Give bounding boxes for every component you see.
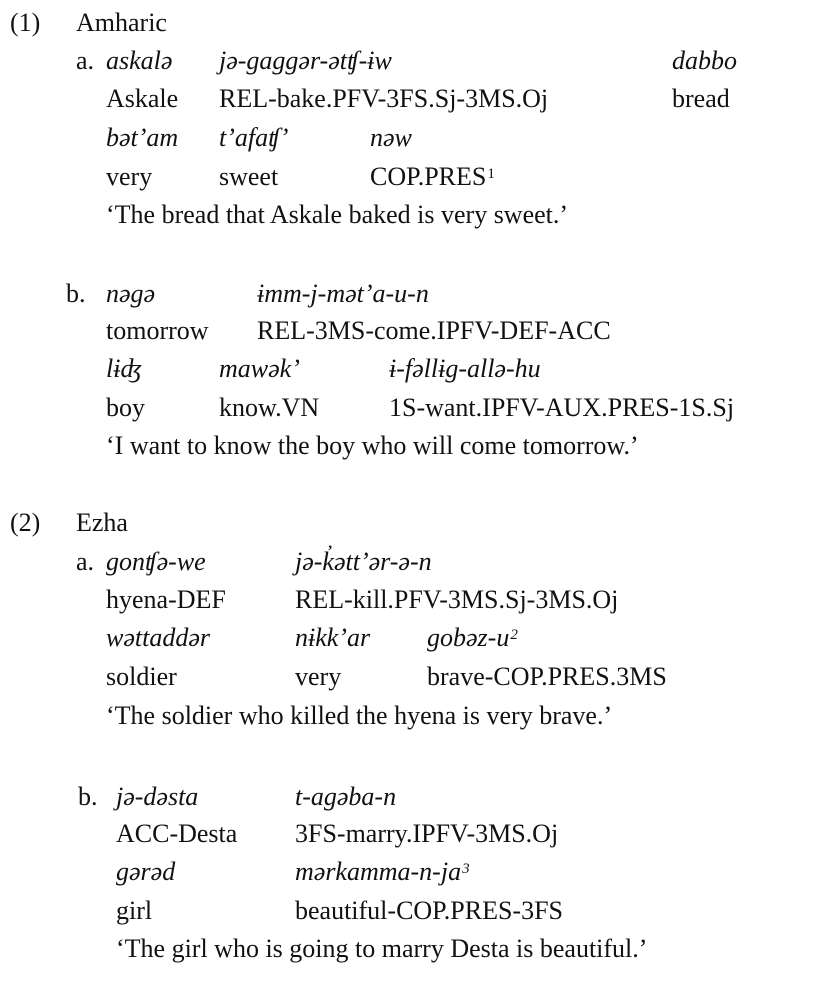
object-word: lɨʤ [106, 354, 142, 383]
gloss: beautiful-COP.PRES-3FS [295, 896, 563, 925]
gloss: hyena-DEF [106, 585, 226, 614]
gloss: know.VN [219, 393, 320, 422]
object-word: nɨkk’ar [295, 623, 371, 652]
object-word: ɨmm-j-mət’a-u-n [257, 279, 429, 308]
gloss: COP.PRES [370, 162, 487, 191]
object-word: ɨ-fəllɨg-allə-hu [389, 354, 541, 383]
gloss: boy [106, 393, 145, 422]
sub-example-letter: a. [76, 547, 95, 576]
free-translation: ‘The soldier who killed the hyena is very brave.’ [106, 701, 613, 730]
object-word-with-footnote [295, 857, 470, 887]
example-number: (1) [10, 8, 41, 37]
sub-example-letter: a. [76, 46, 95, 75]
gloss: 3FS-marry.IPFV-3MS.Oj [295, 819, 559, 848]
object-word-with-footnote [427, 623, 518, 653]
gloss: bread [672, 84, 730, 113]
object-word: t-agəba-n [295, 782, 397, 811]
gloss: REL-3MS-come.IPFV-DEF-ACC [257, 316, 611, 345]
gloss: ACC-Desta [116, 819, 238, 848]
object-word: t’afaʧ’ [219, 123, 289, 152]
object-word: askalə [106, 46, 173, 75]
free-translation: ‘I want to know the boy who will come tomorrow.’ [106, 431, 639, 460]
gloss: very [106, 162, 153, 191]
object-word: nəgə [106, 279, 156, 308]
sub-example-letter: b. [78, 782, 98, 811]
object-word: jə-gaggər-ətʧ-ɨw [219, 46, 392, 75]
gloss: Askale [106, 84, 179, 113]
gloss: tomorrow [106, 316, 209, 345]
gloss: 1S-want.IPFV-AUX.PRES-1S.Sj [389, 393, 735, 422]
gloss: sweet [219, 162, 279, 191]
object-word: bət’am [106, 123, 179, 152]
footnote-marker: 1 [487, 166, 495, 182]
gloss: REL-bake.PFV-3FS.Sj-3MS.Oj [219, 84, 549, 113]
object-word: jə-dəsta [116, 782, 199, 811]
footnote-marker: 3 [462, 861, 470, 877]
footnote-marker: 2 [510, 627, 518, 643]
gloss: soldier [106, 662, 177, 691]
gloss: REL-kill.PFV-3MS.Sj-3MS.Oj [295, 585, 619, 614]
language-name: Amharic [76, 8, 167, 37]
object-word: jə-k̓ətt’ər-ə-n [295, 547, 432, 576]
object-word: mərkamma-n-ja [295, 857, 462, 886]
object-word: gərəd [116, 857, 176, 886]
gloss-with-footnote [370, 162, 495, 192]
object-word: mawək’ [219, 354, 300, 383]
sub-example-letter: b. [66, 279, 86, 308]
object-word: gobəz-u [427, 623, 510, 652]
free-translation: ‘The girl who is going to marry Desta is beautiful.’ [116, 934, 648, 963]
gloss: brave-COP.PRES.3MS [427, 662, 667, 691]
example-number: (2) [10, 508, 41, 537]
language-name: Ezha [76, 508, 128, 537]
object-word: wəttaddər [106, 623, 210, 652]
free-translation: ‘The bread that Askale baked is very sweet.’ [106, 200, 569, 229]
gloss: girl [116, 896, 153, 925]
object-word: gonʧə-we [106, 547, 206, 576]
object-word: nəw [370, 123, 412, 152]
gloss: very [295, 662, 342, 691]
object-word: dabbo [672, 46, 737, 75]
